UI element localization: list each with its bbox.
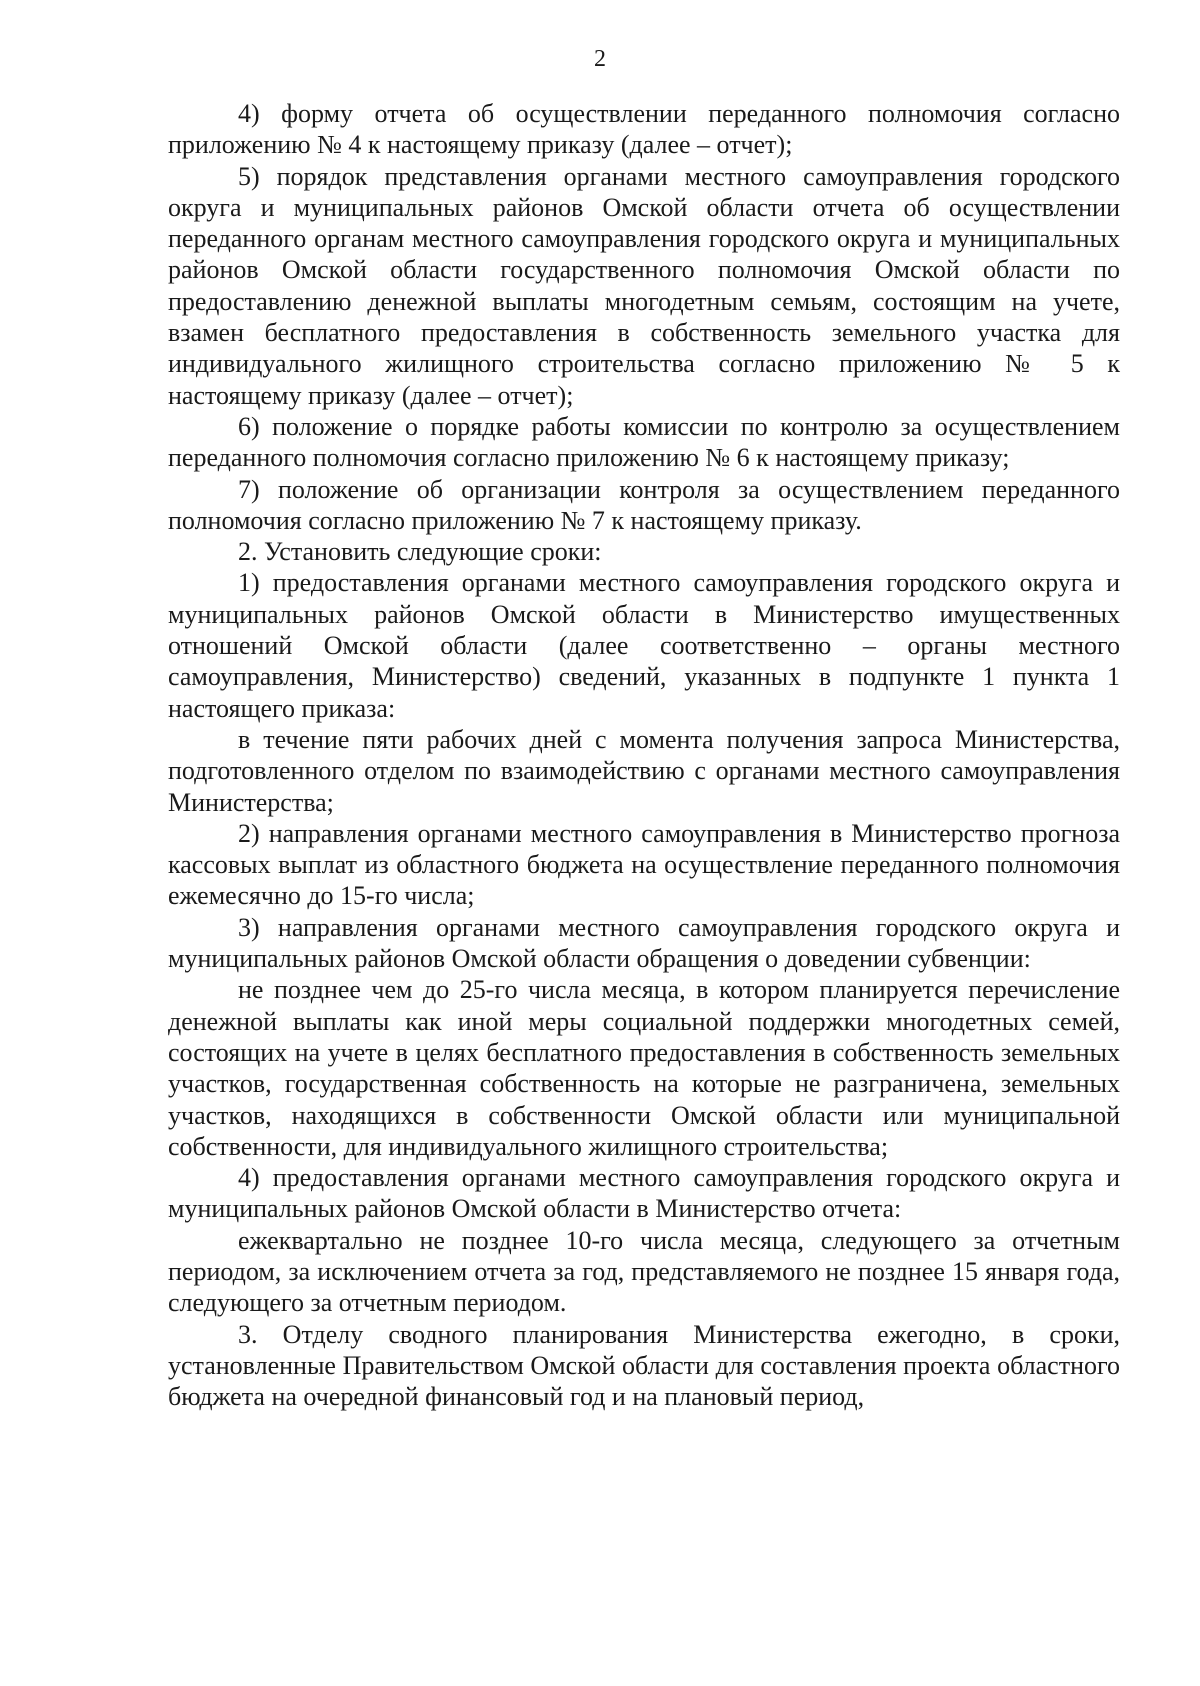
paragraph-item-7: 7) положение об организации контроля за осуществлением переданного полномочия согласно приложению № 7 к настоящему приказу. <box>168 474 1120 535</box>
paragraph-item-4: 4) форму отчета об осуществлении переданного полномочия согласно приложению № 4 к настоящему приказу (далее – отчет); <box>168 99 1120 160</box>
paragraph-item-6: 6) положение о порядке работы комиссии по контролю за осуществлением переданного полномочия согласно приложению № 6 к настоящему приказу; <box>168 411 1120 473</box>
paragraph-term-1: 1) предоставления органами местного самоуправления городского округа и муниципальных районов Омской области в Министерство имущественных отношений Омской области (далее соответственно – органы местного самоуправления, Министерство) сведений, указанных в подпункте 1 пункта 1 настоящего приказа: <box>168 568 1120 723</box>
paragraph-term-4: 4) предоставления органами местного самоуправления городского округа и муниципальных районов Омской области в Министерство отчета: <box>168 1163 1120 1224</box>
paragraph-section-3: 3. Отделу сводного планирования Министерства ежегодно, в сроки, установленные Правительством Омской области для составления проекта областного бюджета на очередной финансовый год и на плановый период, <box>168 1319 1120 1412</box>
paragraph-term-2: 2) направления органами местного самоуправления в Министерство прогноза кассовых выплат из областного бюджета на осуществление переданного полномочия ежемесячно до 15-го числа; <box>168 818 1120 911</box>
paragraph-term-4-detail: ежеквартально не позднее 10-го числа месяца, следующего за отчетным периодом, за исключением отчета за год, представляемого не позднее 15 января года, следующего за отчетным периодом. <box>168 1225 1120 1318</box>
paragraph-term-3: 3) направления органами местного самоуправления городского округа и муниципальных районов Омской области обращения о доведении субвенции: <box>168 912 1120 974</box>
paragraph-term-1-detail: в течение пяти рабочих дней с момента получения запроса Министерства, подготовленного отделом по взаимодействию с органами местного самоуправления Министерства; <box>168 724 1120 817</box>
paragraph-section-2: 2. Установить следующие сроки: <box>238 537 602 567</box>
paragraph-item-5: 5) порядок представления органами местного самоуправления городского округа и муниципальных районов Омской области отчета об осуществлении переданного органам местного самоуправления городского округа и муниципальных районов Омской области государственного полномочия Омской области по предоставлению денежной выплаты многодетным семьям, состоящим на учете, взамен бесплатного предоставления в собственность земельного участка для индивидуального жилищного строительства согласно приложению № 5 к настоящему приказу (далее – отчет); <box>168 161 1120 410</box>
page-number: 2 <box>594 46 606 72</box>
paragraph-term-3-detail: не позднее чем до 25-го числа месяца, в котором планируется перечисление денежной выплаты как иной меры социальной поддержки многодетных семей, состоящих на учете в целях бесплатного предоставления в собственность земельных участков, государственная собственность на которые не разграничена, земельных участков, находящихся в собственности Омской области или муниципальной собственности, для индивидуального жилищного строительства; <box>168 975 1120 1161</box>
document-body <box>168 98 1120 1412</box>
